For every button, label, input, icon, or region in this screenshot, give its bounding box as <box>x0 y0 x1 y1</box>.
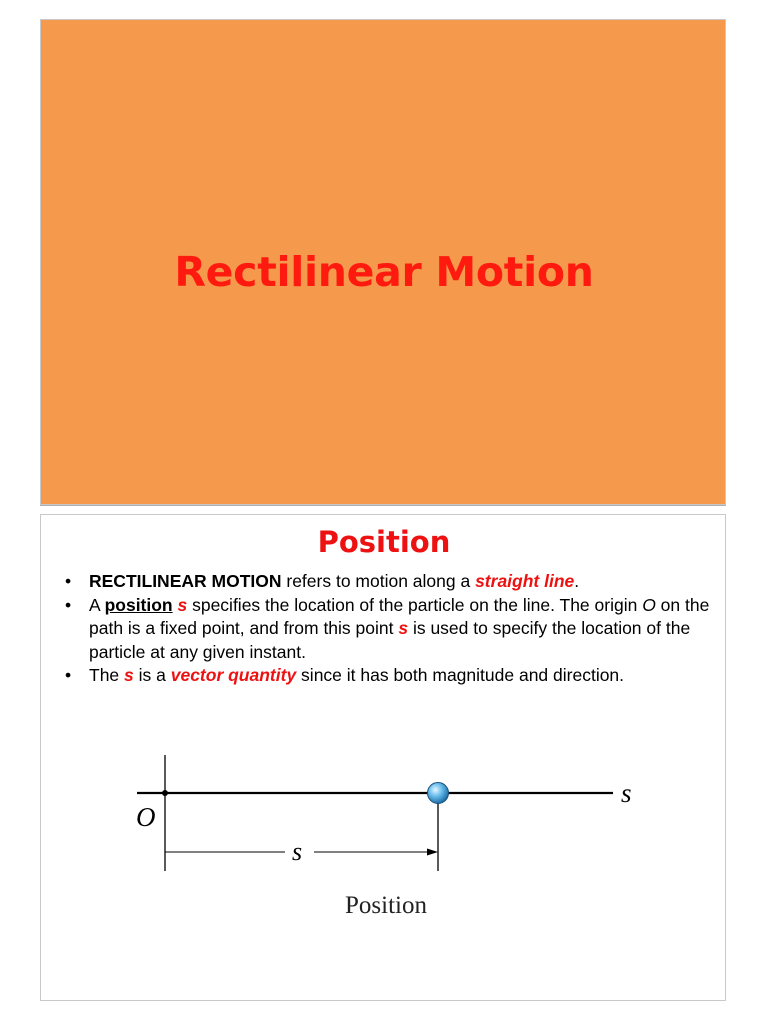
dimension-arrowhead <box>427 849 438 856</box>
symbol-s: s <box>177 594 188 615</box>
bullet-text: . <box>574 571 580 591</box>
bullet-text: is a <box>133 665 171 685</box>
emphasis-vector-quantity: vector quantity <box>170 665 297 685</box>
title-slide <box>40 19 726 505</box>
bullet-text: refers to motion along a <box>281 571 476 591</box>
origin-point <box>162 790 168 796</box>
bullet-text: The <box>89 665 125 685</box>
position-diagram <box>41 515 727 1002</box>
particle <box>428 783 449 804</box>
position-slide <box>40 514 726 1001</box>
bullet-text: on the path is a fixed point, and from this point <box>89 594 710 638</box>
slide-title: Rectilinear Motion <box>174 248 594 296</box>
symbol-o: O <box>642 594 656 615</box>
symbol-s: s <box>398 618 409 638</box>
symbol-s: s <box>124 665 134 685</box>
axis-label: s <box>621 778 632 808</box>
term-rectilinear-motion: RECTILINEAR MOTION <box>89 571 282 591</box>
origin-label: O <box>136 802 156 832</box>
slide-heading: Position <box>317 525 451 559</box>
term-position: position <box>104 594 173 615</box>
bullet-text: is used to specify the location of the particle at any given instant. <box>89 618 691 662</box>
emphasis-straight-line: straight line <box>475 571 575 591</box>
bullet-text: specifies the location of the particle on the line. The origin <box>187 594 643 615</box>
bullet-text: since it has both magnitude and direction. <box>296 665 625 685</box>
distance-label: s <box>292 837 303 866</box>
bullet-text: A <box>89 594 105 615</box>
figure-caption: Position <box>345 892 427 919</box>
